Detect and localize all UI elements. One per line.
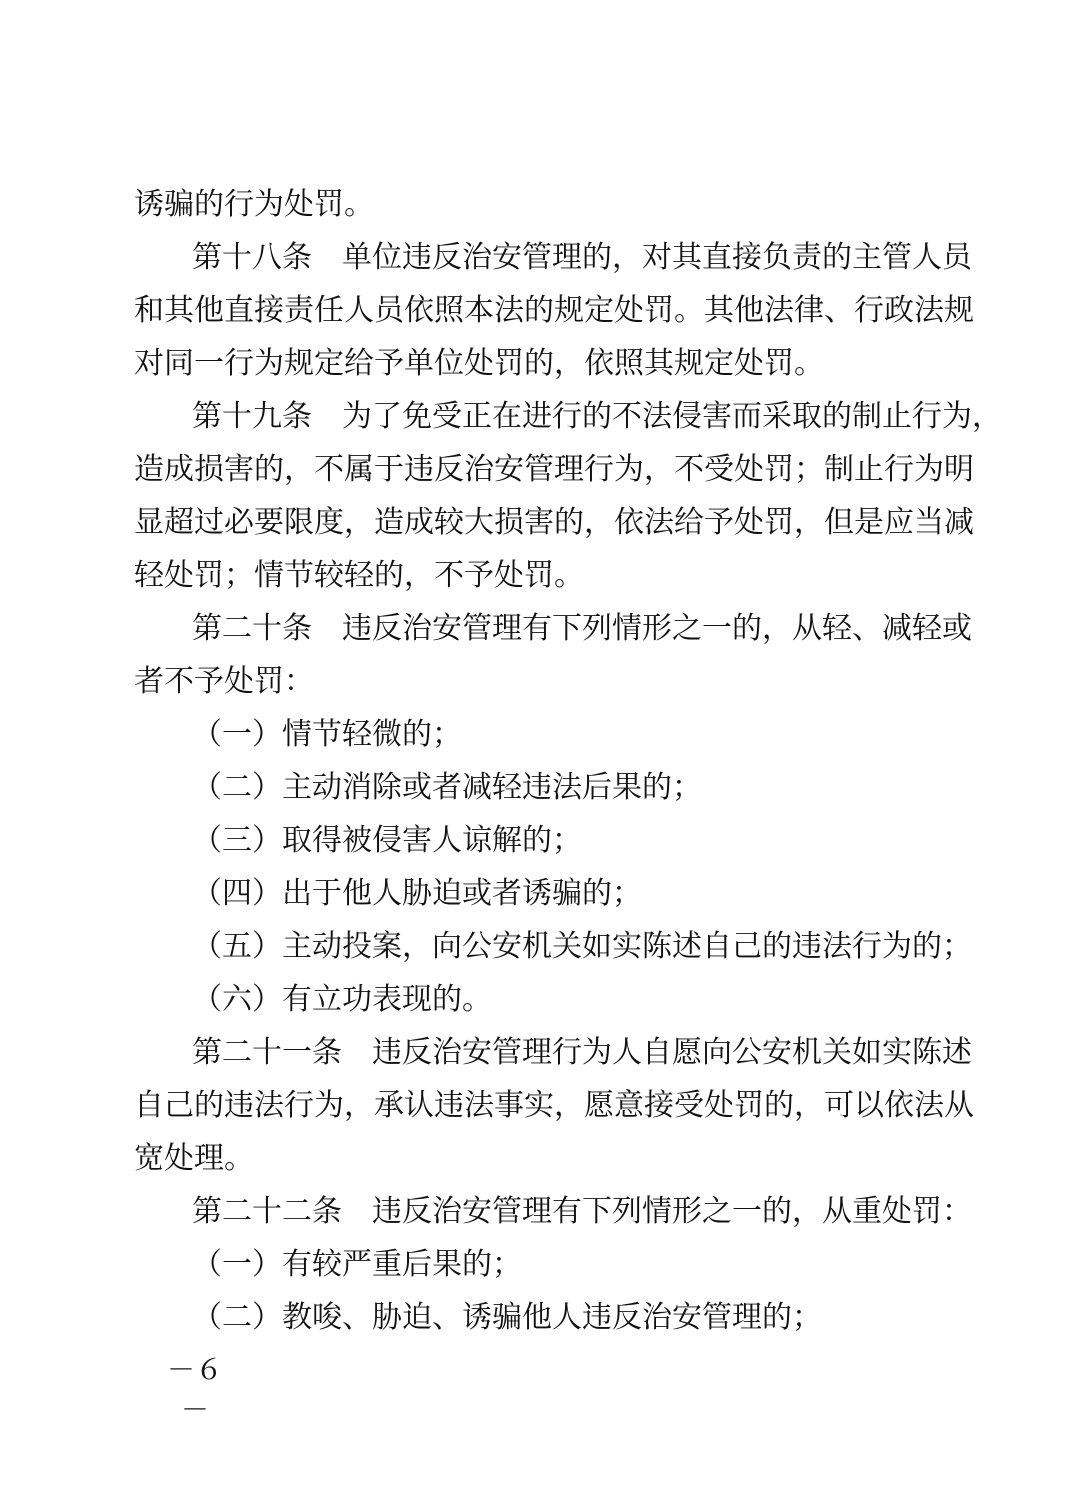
list-item: （六）有立功表现的。 — [192, 982, 492, 1017]
text-line: 显超过必要限度，造成较大损害的，依法给予处罚，但是应当减 — [134, 505, 974, 540]
body-text — [134, 178, 1002, 1344]
text-line: 轻处罚；情节较轻的，不予处罚。 — [134, 558, 584, 593]
list-item: （一）有较严重后果的； — [192, 1247, 522, 1282]
text-line: 者不予处罚： — [134, 664, 314, 699]
article-19-line: 第十九条 为了免受正在进行的不法侵害而采取的制止行为， — [192, 399, 1002, 434]
article-21-line: 第二十一条 违反治安管理行为人自愿向公安机关如实陈述 — [192, 1035, 972, 1070]
text-line: 对同一行为规定给予单位处罚的，依照其规定处罚。 — [134, 346, 824, 381]
article-18-line: 第十八条 单位违反治安管理的，对其直接负责的主管人员 — [192, 240, 972, 275]
text-line: 诱骗的行为处罚。 — [134, 187, 374, 222]
article-20-line: 第二十条 违反治安管理有下列情形之一的，从轻、减轻或 — [192, 611, 972, 646]
list-item: （五）主动投案，向公安机关如实陈述自己的违法行为的； — [192, 929, 972, 964]
text-line: 造成损害的，不属于违反治安管理行为，不受处罚；制止行为明 — [134, 452, 974, 487]
list-item: （四）出于他人胁迫或者诱骗的； — [192, 876, 642, 911]
text-line: 自己的违法行为，承认违法事实，愿意接受处罚的，可以依法从 — [134, 1088, 974, 1123]
list-item: （一）情节轻微的； — [192, 717, 462, 752]
list-item: （二）教唆、胁迫、诱骗他人违反治安管理的； — [192, 1300, 822, 1335]
list-item: （三）取得被侵害人谅解的； — [192, 823, 582, 858]
text-line: 和其他直接责任人员依照本法的规定处罚。其他法律、行政法规 — [134, 293, 974, 328]
text-line: 宽处理。 — [134, 1141, 254, 1176]
list-item: （二）主动消除或者减轻违法后果的； — [192, 770, 702, 805]
page-number: －６－ — [166, 1353, 223, 1426]
article-22-line: 第二十二条 违反治安管理有下列情形之一的，从重处罚： — [192, 1194, 972, 1229]
